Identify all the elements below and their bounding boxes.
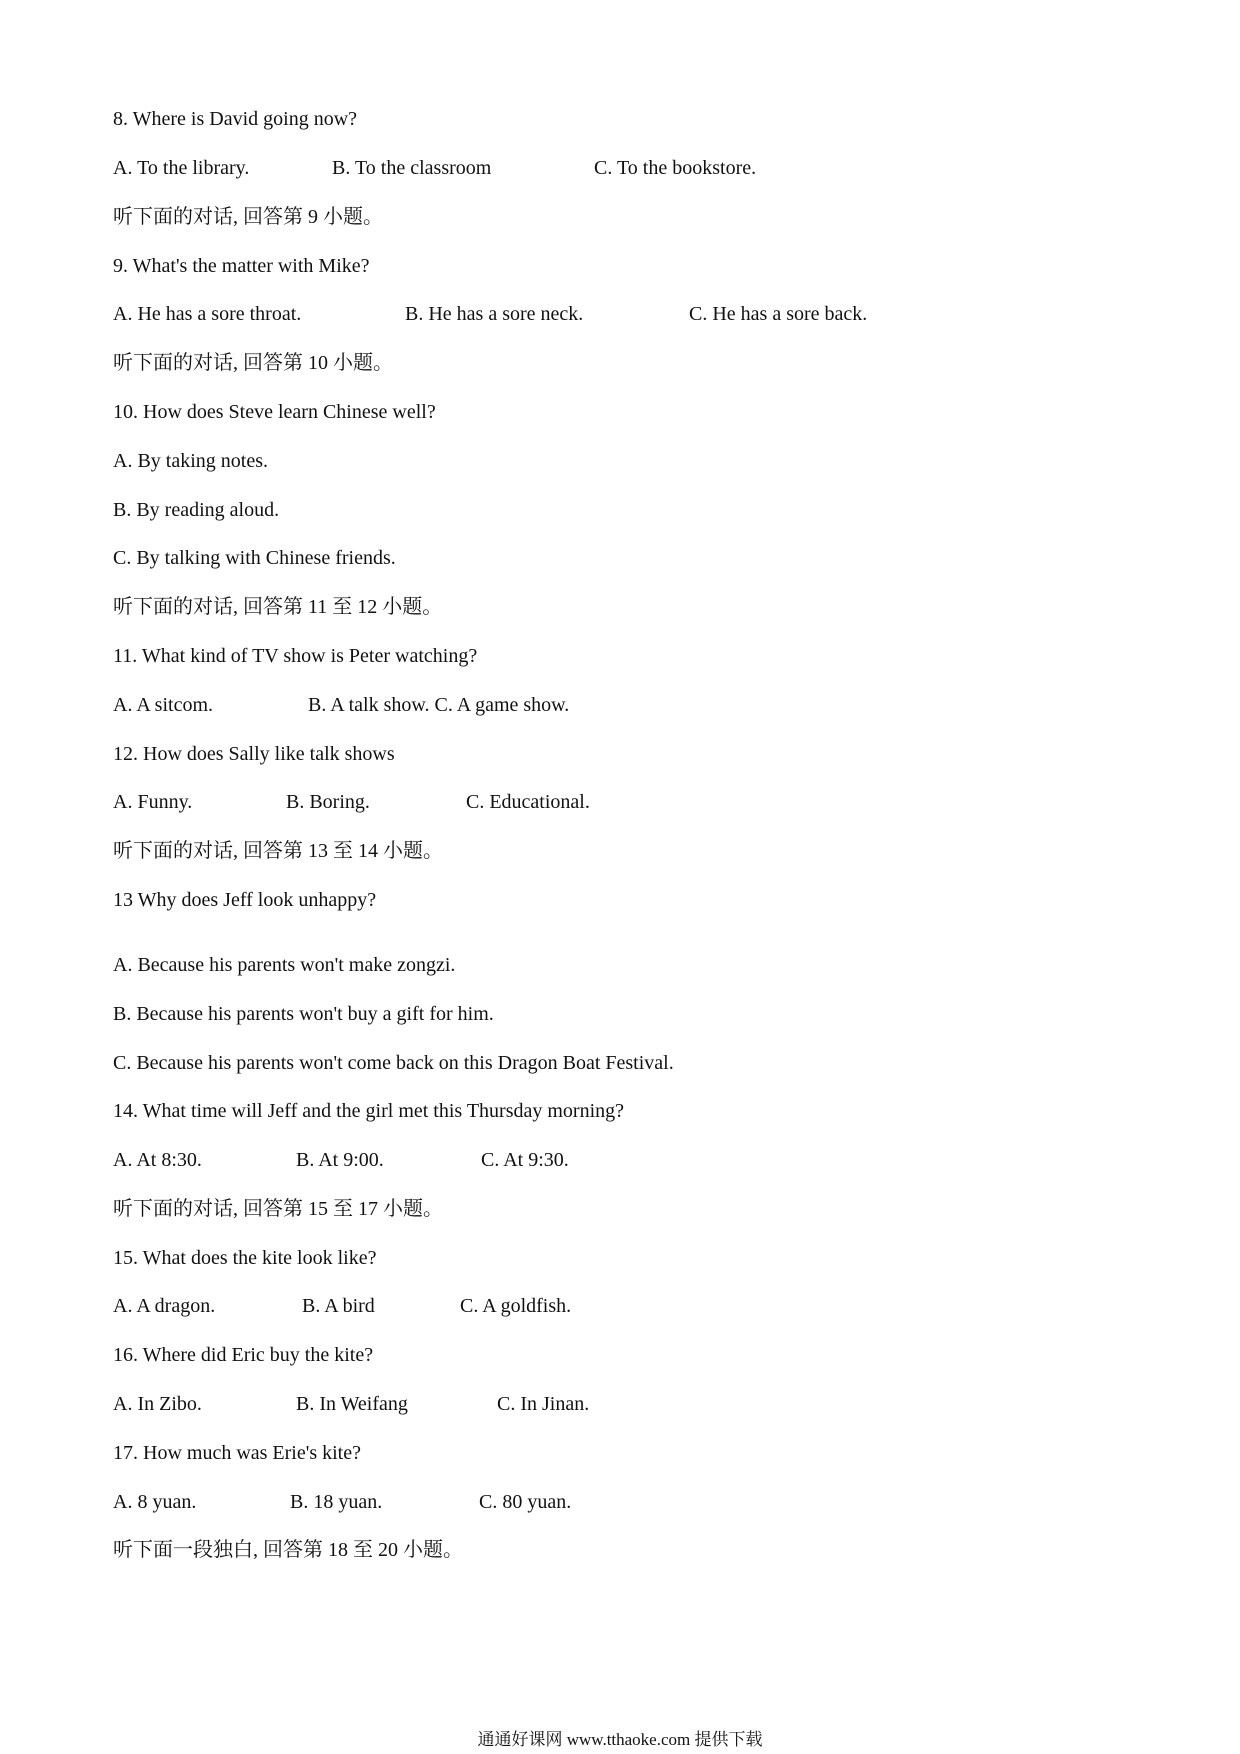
q11-option-bc: B. A talk show. C. A game show. [308, 694, 570, 716]
question-16: 16. Where did Eric buy the kite? [113, 1344, 374, 1366]
question-15: 15. What does the kite look like? [113, 1247, 377, 1269]
q17-option-b: B. 18 yuan. [290, 1491, 383, 1513]
q17-option-a: A. 8 yuan. [113, 1491, 197, 1513]
q16-option-c: C. In Jinan. [497, 1393, 590, 1415]
q13-option-b: B. Because his parents won't buy a gift for him. [113, 1003, 494, 1025]
q15-option-b: B. A bird [302, 1295, 375, 1317]
instruction-18: 听下面一段独白, 回答第 18 至 20 小题。 [113, 1539, 463, 1561]
q14-option-a: A. At 8:30. [113, 1149, 202, 1171]
question-10: 10. How does Steve learn Chinese well? [113, 401, 436, 423]
q10-option-a: A. By taking notes. [113, 450, 268, 472]
question-8: 8. Where is David going now? [113, 108, 358, 130]
question-9: 9. What's the matter with Mike? [113, 255, 370, 277]
q12-option-b: B. Boring. [286, 791, 370, 813]
q8-option-a: A. To the library. [113, 157, 250, 179]
instruction-9: 听下面的对话, 回答第 9 小题。 [113, 206, 383, 228]
instruction-15: 听下面的对话, 回答第 15 至 17 小题。 [113, 1198, 443, 1220]
q8-option-b: B. To the classroom [332, 157, 492, 179]
q13-option-c: C. Because his parents won't come back on this Dragon Boat Festival. [113, 1052, 674, 1074]
q16-option-b: B. In Weifang [296, 1393, 408, 1415]
q9-option-a: A. He has a sore throat. [113, 303, 302, 325]
q8-option-c: C. To the bookstore. [594, 157, 757, 179]
q15-option-a: A. A dragon. [113, 1295, 216, 1317]
q9-option-b: B. He has a sore neck. [405, 303, 584, 325]
q17-option-c: C. 80 yuan. [479, 1491, 572, 1513]
q16-option-a: A. In Zibo. [113, 1393, 202, 1415]
q10-option-b: B. By reading aloud. [113, 499, 280, 521]
instruction-11: 听下面的对话, 回答第 11 至 12 小题。 [113, 596, 443, 618]
q14-option-b: B. At 9:00. [296, 1149, 384, 1171]
question-11: 11. What kind of TV show is Peter watching? [113, 645, 478, 667]
q13-option-a: A. Because his parents won't make zongzi. [113, 954, 456, 976]
q9-option-c: C. He has a sore back. [689, 303, 868, 325]
q12-option-c: C. Educational. [466, 791, 590, 813]
instruction-13: 听下面的对话, 回答第 13 至 14 小题。 [113, 840, 443, 862]
instruction-10: 听下面的对话, 回答第 10 小题。 [113, 352, 393, 374]
q12-option-a: A. Funny. [113, 791, 193, 813]
question-12: 12. How does Sally like talk shows [113, 743, 395, 765]
question-14: 14. What time will Jeff and the girl met this Thursday morning? [113, 1100, 625, 1122]
question-13: 13 Why does Jeff look unhappy? [113, 889, 377, 911]
page-footer: 通通好课网 www.tthaoke.com 提供下载 [477, 1730, 763, 1749]
q15-option-c: C. A goldfish. [460, 1295, 572, 1317]
q10-option-c: C. By talking with Chinese friends. [113, 547, 396, 569]
question-17: 17. How much was Erie's kite? [113, 1442, 361, 1464]
q14-option-c: C. At 9:30. [481, 1149, 569, 1171]
q11-option-a: A. A sitcom. [113, 694, 214, 716]
